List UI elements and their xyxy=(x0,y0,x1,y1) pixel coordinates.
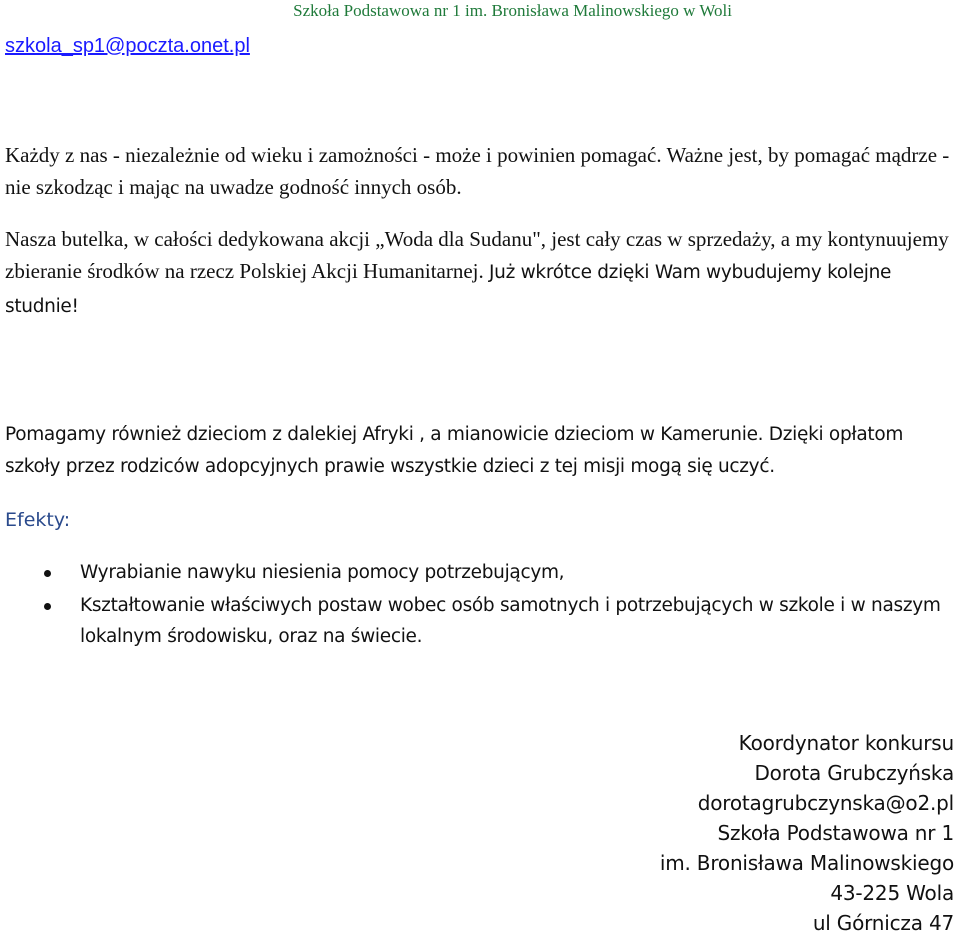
school-title: Szkoła Podstawowa nr 1 im. Bronisława Malinowskiego w Woli xyxy=(293,1,732,20)
list-item xyxy=(0,590,960,653)
list-item xyxy=(0,557,960,589)
bullet-icon xyxy=(44,603,51,610)
coordinator-street: ul Górnicza 47 xyxy=(812,911,954,935)
coordinator-name: Dorota Grubczyńska xyxy=(754,761,954,785)
bullet-icon xyxy=(44,570,51,577)
coordinator-postal: 43-225 Wola xyxy=(830,881,954,905)
school-email-link[interactable]: szkola_sp1@poczta.onet.pl xyxy=(5,35,250,57)
coordinator-school-line1: Szkoła Podstawowa nr 1 xyxy=(717,821,954,845)
intro-paragraph: Każdy z nas - niezależnie od wieku i zamożności - może i powinien pomagać. Ważne jest, by pomagać mądrze - nie szkodząc i mając na uwadze godność innych osób. xyxy=(5,143,950,199)
coordinator-role: Koordynator konkursu xyxy=(738,731,954,755)
coordinator-block xyxy=(660,728,954,938)
africa-paragraph: Pomagamy również dzieciom z dalekiej Afryki , a mianowicie dzieciom w Kamerunie. Dzięki opłatom szkoły przez rodziców adopcyjnych prawie wszystkie dzieci z tej misji mogą się uczyć. xyxy=(5,424,904,477)
effect-text: Wyrabianie nawyku niesienia pomocy potrzebującym, xyxy=(80,562,565,583)
bottle-paragraph xyxy=(5,223,955,323)
wells-text: Już wkrótce dzięki Wam wybudujemy kolejne studnie! xyxy=(5,262,892,317)
effect-text: Kształtowanie właściwych postaw wobec osób samotnych i potrzebujących w szkole i w naszym lokalnym środowisku, oraz na świecie. xyxy=(80,594,941,647)
bottle-text: Nasza butelka, w całości dedykowana akcji „Woda dla Sudanu", jest cały czas w sprzedaży, a my kontynuujemy zbieranie środków na rzecz Polskiej Akcji Humanitarnej. xyxy=(5,227,949,283)
effects-list xyxy=(0,557,960,654)
effects-heading: Efekty: xyxy=(5,509,71,531)
coordinator-email: dorotagrubczynska@o2.pl xyxy=(697,791,954,815)
coordinator-school-line2: im. Bronisława Malinowskiego xyxy=(659,851,954,875)
